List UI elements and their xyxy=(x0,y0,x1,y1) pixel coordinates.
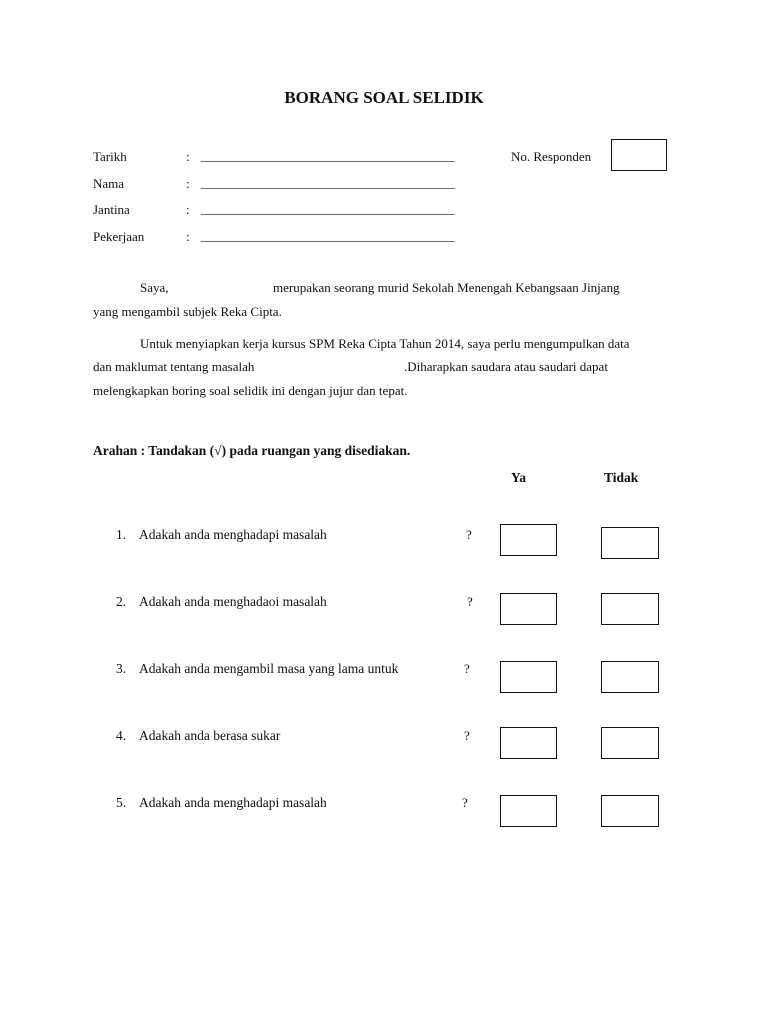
intro-p2-line2a: dan maklumat tentang masalah xyxy=(93,359,255,374)
intro-p1-mid: merupakan seorang murid Sekolah Menengah Kebangsaan Jinjang xyxy=(273,280,620,295)
field-colon: : xyxy=(186,176,190,191)
answer-no-checkbox[interactable] xyxy=(601,727,659,759)
intro-p2-line3: melengkapkan boring soal selidik ini dengan jujur dan tepat. xyxy=(93,383,408,398)
column-header-yes: Ya xyxy=(511,470,527,485)
form-title: BORANG SOAL SELIDIK xyxy=(284,88,484,107)
intro-p2-line1: Untuk menyiapkan kerja kursus SPM Reka Cipta Tahun 2014, saya perlu mengumpulkan data xyxy=(140,336,630,351)
field-input-line[interactable]: _______________________________________ xyxy=(201,148,455,163)
question-number: 4. xyxy=(116,728,127,743)
question-number: 1. xyxy=(116,527,127,542)
question-number: 2. xyxy=(116,594,127,609)
question-mark: ? xyxy=(464,661,470,676)
answer-no-checkbox[interactable] xyxy=(601,661,659,693)
question-text: Adakah anda menghadaoi masalah xyxy=(139,594,327,609)
field-input-line[interactable]: _______________________________________ xyxy=(201,175,455,190)
field-label: Pekerjaan xyxy=(93,229,145,244)
field-label: Tarikh xyxy=(93,149,127,164)
respondent-label: No. Responden xyxy=(511,149,592,164)
answer-yes-checkbox[interactable] xyxy=(500,593,557,625)
question-text: Adakah anda menghadapi masalah xyxy=(139,527,327,542)
field-label: Jantina xyxy=(93,202,130,217)
answer-yes-checkbox[interactable] xyxy=(500,524,557,556)
field-colon: : xyxy=(186,202,190,217)
question-mark: ? xyxy=(466,527,472,542)
answer-yes-checkbox[interactable] xyxy=(500,661,557,693)
field-input-line[interactable]: _______________________________________ xyxy=(201,228,455,243)
field-input-line[interactable]: _______________________________________ xyxy=(201,201,455,216)
respondent-number-box[interactable] xyxy=(611,139,667,171)
question-text: Adakah anda mengambil masa yang lama untuk xyxy=(139,661,399,676)
question-text: Adakah anda menghadapi masalah xyxy=(139,795,327,810)
instruction: Arahan : Tandakan (√) pada ruangan yang disediakan. xyxy=(93,443,411,458)
field-label: Nama xyxy=(93,176,125,191)
question-text: Adakah anda berasa sukar xyxy=(139,728,281,743)
field-colon: : xyxy=(186,149,190,164)
answer-yes-checkbox[interactable] xyxy=(500,795,557,827)
column-header-no: Tidak xyxy=(604,470,639,485)
question-number: 3. xyxy=(116,661,127,676)
question-mark: ? xyxy=(467,594,473,609)
question-mark: ? xyxy=(462,795,468,810)
field-colon: : xyxy=(186,229,190,244)
question-mark: ? xyxy=(464,728,470,743)
intro-p2-line2b: .Diharapkan saudara atau saudari dapat xyxy=(404,359,608,374)
answer-no-checkbox[interactable] xyxy=(601,795,659,827)
question-number: 5. xyxy=(116,795,127,810)
intro-p1-start: Saya, xyxy=(140,280,169,295)
answer-no-checkbox[interactable] xyxy=(601,593,659,625)
intro-p1-line2: yang mengambil subjek Reka Cipta. xyxy=(93,304,282,319)
answer-no-checkbox[interactable] xyxy=(601,527,659,559)
answer-yes-checkbox[interactable] xyxy=(500,727,557,759)
